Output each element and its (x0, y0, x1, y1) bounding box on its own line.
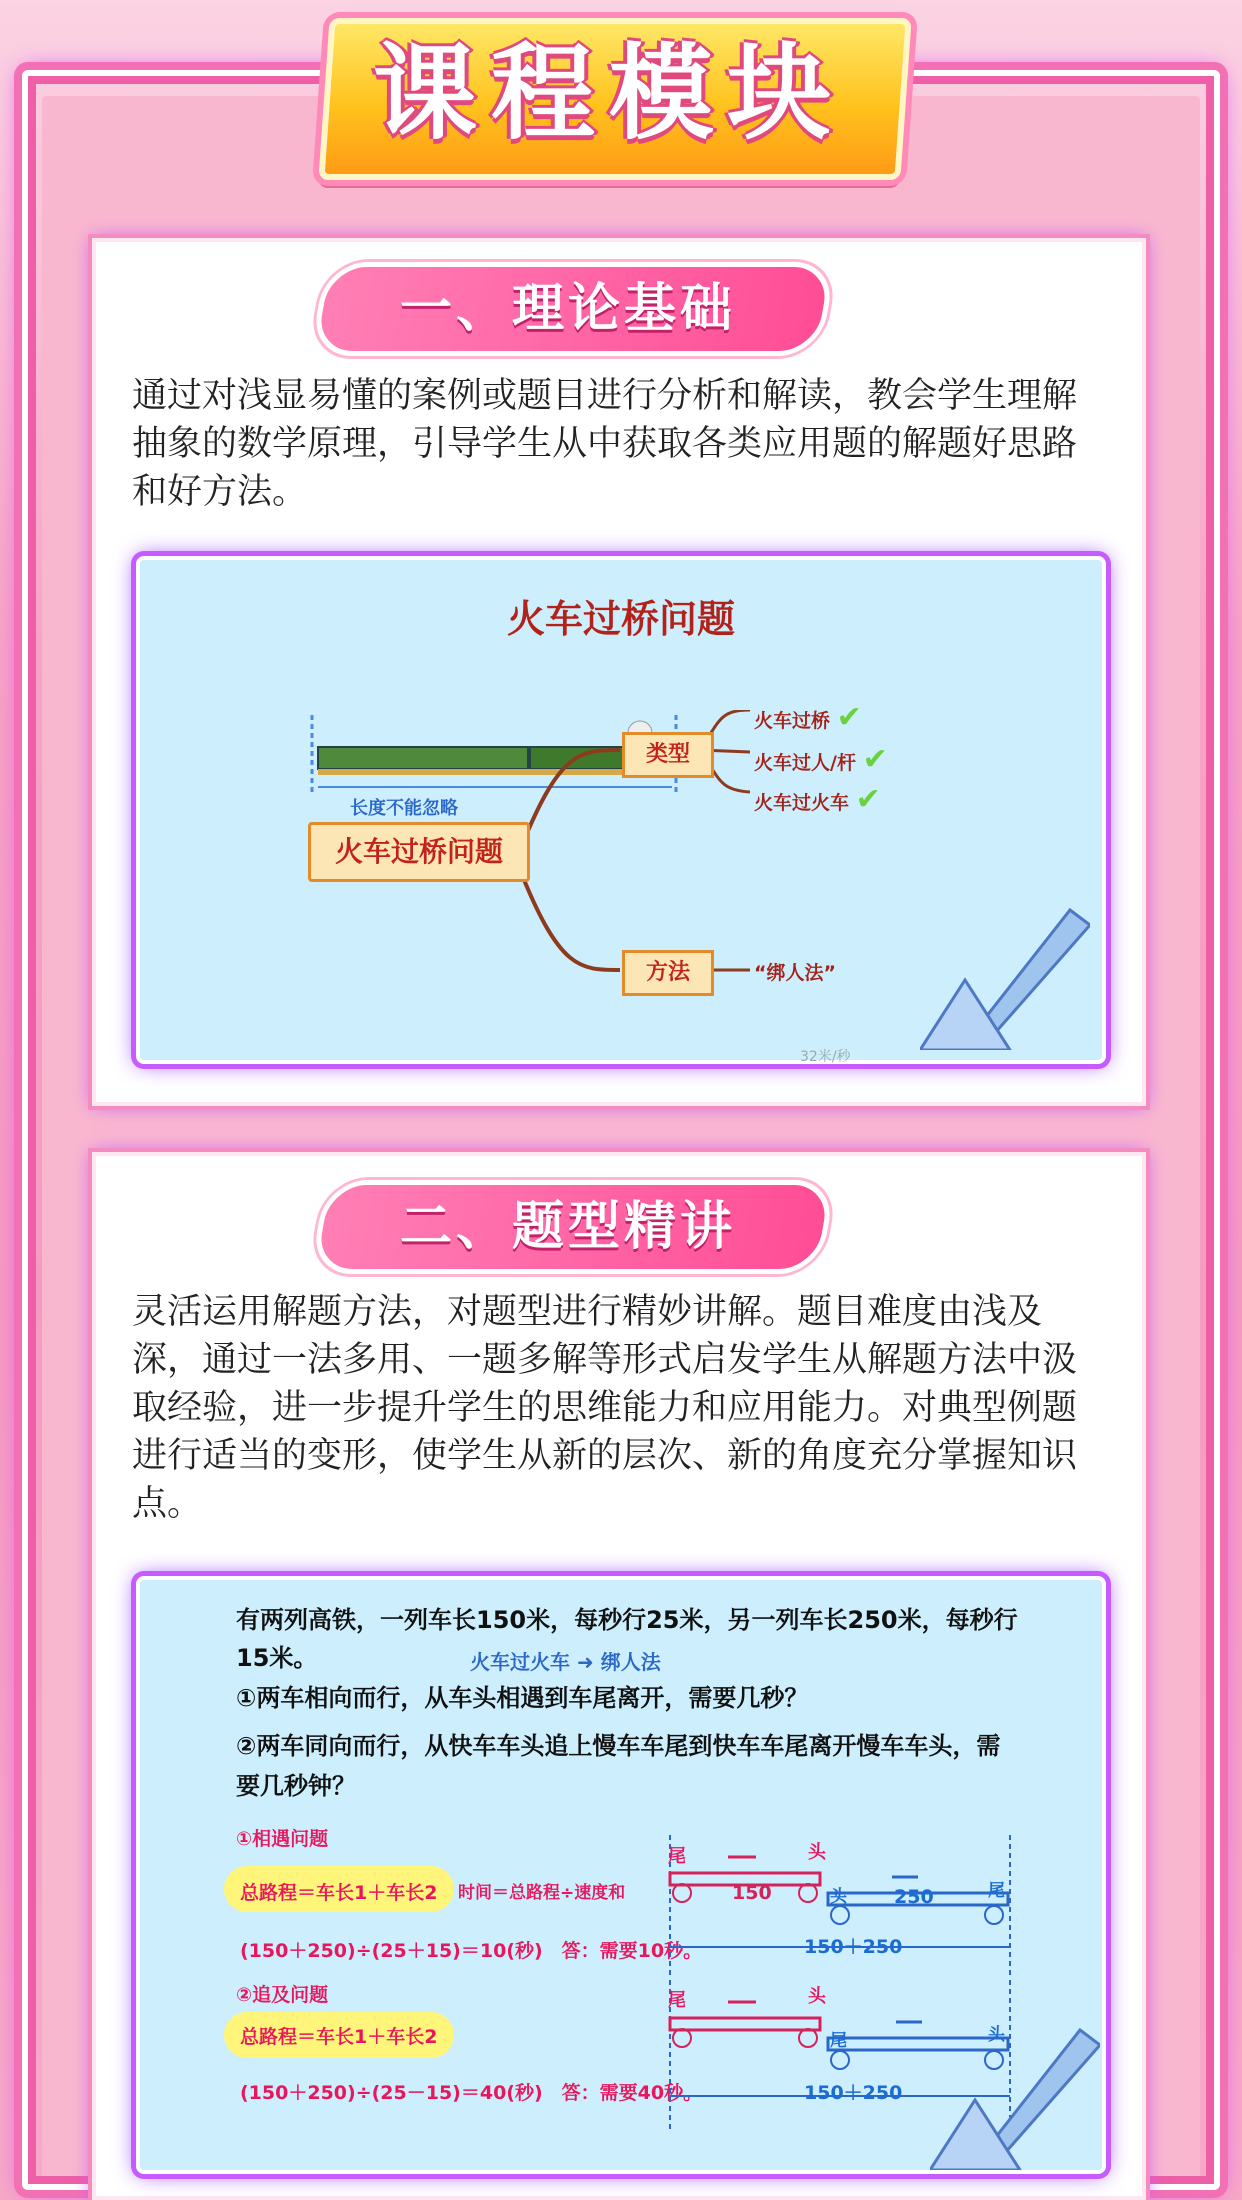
footer-speed: 32米/秒 (800, 1049, 851, 1065)
d1-tail-b: 尾 (988, 1881, 1005, 1901)
part1-formula: 总路程＝车长1＋车长2 (240, 1882, 438, 1904)
d2-tail-b: 尾 (830, 2031, 847, 2051)
section2-paragraph: 灵活运用解题方法，对题型进行精妙讲解。题目难度由浅及深，通过一法多用、一题多解等形式启发学生从解题方法中汲取经验，进一步提升学生的思维能力和应用能力。对典型例题进行适当的变形，使学生从新的层次、新的角度充分掌握知识点。 (132, 1292, 1078, 1524)
problem-line-1: 有两列高铁，一列车长150米，每秒行25米，另一列车长250米，每秒行 (236, 1606, 1018, 1634)
mindmap-center-node: 火车过桥问题 (308, 822, 530, 882)
length-note: 长度不能忽略 (350, 798, 458, 819)
page-title: 课程模块 (372, 32, 845, 154)
section2-screen (136, 1576, 1106, 2174)
mindmap-title: 火车过桥问题 (506, 597, 735, 641)
ruler-icon (930, 2020, 1100, 2170)
part2-formula: 总路程＝车长1＋车长2 (240, 2026, 438, 2048)
d2-total: 150＋250 (804, 2082, 903, 2104)
d1-len-b: 250 (894, 1886, 934, 1908)
part2-label: ②追及问题 (236, 1984, 329, 2006)
question-2b: 要几秒钟？ (236, 1772, 356, 1800)
d1-len-a: 150 (732, 1882, 772, 1904)
part1-calc: (150＋250)÷(25＋15)＝10(秒) 答：需要10秒。 (240, 1940, 703, 1962)
question-1: ①两车相向而行，从车头相遇到车尾离开，需要几秒？ (236, 1684, 809, 1712)
part1-label: ①相遇问题 (236, 1828, 329, 1850)
section1-paragraph: 通过对浅显易懂的案例或题目进行分析和解读，教会学生理解抽象的数学原理，引导学生从中获取各类应用题的解题好思路和好方法。 (132, 376, 1078, 512)
method-item: “绑人法” (754, 962, 836, 984)
mindmap-method-node: 方法 (622, 950, 714, 996)
d2-head-b: 头 (988, 2025, 1005, 2045)
problem-line-2: 15米。 (236, 1644, 318, 1672)
d1-total: 150＋250 (804, 1936, 903, 1958)
type-item-2: 火车过人/杆 ✔ (754, 742, 888, 777)
d1-head-b: 头 (830, 1887, 847, 1907)
part1-time-formula: 时间＝总路程÷速度和 (458, 1883, 626, 1903)
check-icon: ✔ (855, 782, 881, 817)
check-icon: ✔ (862, 742, 888, 777)
arrow-right-icon: ➜ (576, 1650, 594, 1674)
d2-tail-a: 尾 (668, 1990, 686, 2011)
section1-heading: 一、理论基础 (399, 279, 736, 339)
mindmap-type-node: 类型 (622, 732, 714, 778)
ruler-icon (920, 900, 1090, 1050)
part2-calc: (150＋250)÷(25－15)＝40(秒) 答：需要40秒。 (240, 2082, 703, 2104)
type-item-1: 火车过桥 ✔ (754, 700, 862, 735)
d2-head-a: 头 (808, 1986, 826, 2007)
type-item-3: 火车过火车 ✔ (754, 782, 881, 817)
hint-line: 火车过火车 ➜ 绑人法 (470, 1650, 661, 1674)
d1-head-a: 头 (808, 1842, 826, 1863)
question-2a: ②两车同向而行，从快车车头追上慢车车尾到快车车尾离开慢车车头，需 (236, 1732, 1001, 1760)
d1-tail-a: 尾 (668, 1846, 686, 1867)
section2-heading: 二、题型精讲 (399, 1197, 736, 1257)
section1-screen (136, 556, 1106, 1064)
check-icon: ✔ (836, 700, 862, 735)
